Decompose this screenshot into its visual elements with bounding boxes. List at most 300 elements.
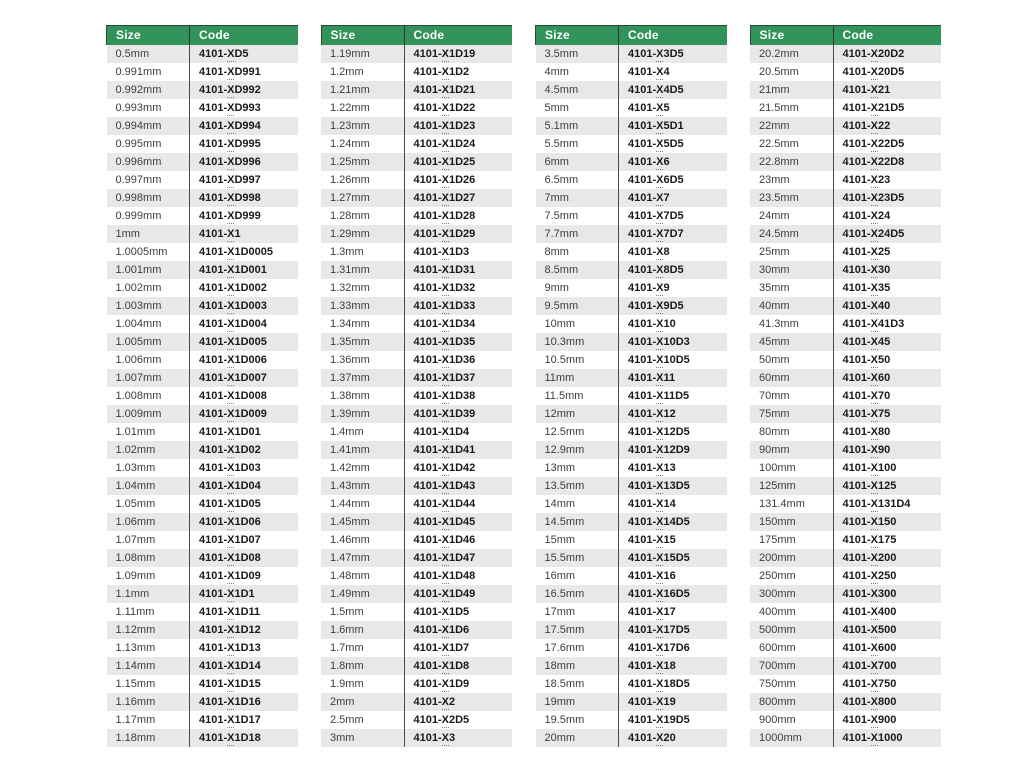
code-cell: 4101-X1D24 xyxy=(404,135,512,153)
code-cell: 4101-X700 xyxy=(833,657,941,675)
code-x-underline: X xyxy=(870,120,878,132)
table-row xyxy=(107,171,298,189)
size-cell: 1.48mm xyxy=(330,570,370,582)
code-x-underline: X xyxy=(441,678,449,690)
size-cell: 1.2mm xyxy=(330,66,364,78)
code-cell: 4101-X21D5 xyxy=(833,99,941,117)
code-cell: 4101-X12D9 xyxy=(619,441,727,459)
code-cell: 4101-X15D5 xyxy=(619,549,727,567)
code-cell: 4101-X14D5 xyxy=(619,513,727,531)
code-x-underline: X xyxy=(441,156,449,168)
size-cell: 1.002mm xyxy=(115,282,162,294)
code-cell: 4101-X1D01 xyxy=(190,423,298,441)
code-x-underline: X xyxy=(441,624,449,636)
code-cell: 4101-X1D46 xyxy=(404,531,512,549)
table-row xyxy=(536,675,727,693)
table-row xyxy=(107,495,298,513)
code-cell: 4101-XD991 xyxy=(190,63,298,81)
code-cell: 4101-X125 xyxy=(833,477,941,495)
code-x-underline: X xyxy=(227,210,235,222)
table-row xyxy=(321,333,512,351)
code-cell: 4101-X1D3 xyxy=(404,243,512,261)
size-cell: 1.27mm xyxy=(330,192,370,204)
size-cell: 60mm xyxy=(759,372,790,384)
code-cell: 4101-X16D5 xyxy=(619,585,727,603)
code-cell: 4101-X200 xyxy=(833,549,941,567)
table-row xyxy=(321,513,512,531)
table-row xyxy=(536,243,727,261)
code-x-underline: X xyxy=(656,246,664,258)
code-x-underline: X xyxy=(870,462,878,474)
code-cell: 4101-X150 xyxy=(833,513,941,531)
code-cell: 4101-X16 xyxy=(619,567,727,585)
code-x-underline: X xyxy=(870,102,878,114)
code-x-underline: X xyxy=(441,138,449,150)
size-cell: 1.31mm xyxy=(330,264,370,276)
code-cell: 4101-X1D03 xyxy=(190,459,298,477)
size-cell: 11mm xyxy=(544,372,575,384)
table-row xyxy=(750,495,941,513)
size-cell: 200mm xyxy=(759,552,796,564)
size-code-table-2 xyxy=(321,25,513,747)
size-cell: 20.2mm xyxy=(759,48,799,60)
code-cell: 4101-X250 xyxy=(833,567,941,585)
size-cell: 1.12mm xyxy=(115,624,156,636)
code-x-underline: X xyxy=(656,282,664,294)
size-cell: 22.8mm xyxy=(759,156,799,168)
table-row xyxy=(107,63,298,81)
code-cell: 4101-X9 xyxy=(619,279,727,297)
code-cell: 4101-X1D43 xyxy=(404,477,512,495)
code-cell: 4101-X1D29 xyxy=(404,225,512,243)
size-cell: 900mm xyxy=(759,714,796,726)
size-cell: 0.992mm xyxy=(115,84,162,96)
table-row xyxy=(321,387,512,405)
table-row xyxy=(750,585,941,603)
code-x-underline: X xyxy=(441,642,449,654)
table-row xyxy=(321,405,512,423)
size-cell: 1.37mm xyxy=(330,372,370,384)
code-x-underline: X xyxy=(656,696,664,708)
size-cell: 14.5mm xyxy=(544,516,585,528)
table-row xyxy=(107,567,298,585)
size-cell: 15.5mm xyxy=(544,552,585,564)
size-cell: 8mm xyxy=(544,246,569,258)
size-cell: 5.1mm xyxy=(544,120,579,132)
size-cell: 1.003mm xyxy=(115,300,162,312)
table-row xyxy=(107,441,298,459)
code-x-underline: X xyxy=(870,426,878,438)
code-x-underline: X xyxy=(441,372,449,384)
size-cell: 1.08mm xyxy=(115,552,156,564)
code-x-underline: X xyxy=(870,480,878,492)
size-cell: 0.5mm xyxy=(115,48,150,60)
size-cell: 1.04mm xyxy=(115,480,156,492)
code-cell: 4101-X1D4 xyxy=(404,423,512,441)
size-cell: 21mm xyxy=(759,84,790,96)
size-cell: 0.996mm xyxy=(115,156,162,168)
size-cell: 19.5mm xyxy=(544,714,585,726)
code-x-underline: X xyxy=(656,426,664,438)
code-cell: 4101-X1D007 xyxy=(190,369,298,387)
code-x-underline: X xyxy=(441,210,449,222)
code-cell: 4101-X400 xyxy=(833,603,941,621)
code-column-header: Code xyxy=(404,26,512,46)
size-cell: 150mm xyxy=(759,516,796,528)
size-cell: 0.997mm xyxy=(115,174,162,186)
size-cell: 5.5mm xyxy=(544,138,579,150)
table-row xyxy=(750,477,941,495)
size-cell: 4mm xyxy=(544,66,569,78)
table-row xyxy=(750,135,941,153)
table-row xyxy=(107,675,298,693)
code-x-underline: X xyxy=(656,444,664,456)
code-x-underline: X xyxy=(870,498,878,510)
size-cell: 700mm xyxy=(759,660,796,672)
size-cell: 1.22mm xyxy=(330,102,370,114)
size-cell: 1.36mm xyxy=(330,354,370,366)
code-x-underline: X xyxy=(656,102,664,114)
code-cell: 4101-X1D32 xyxy=(404,279,512,297)
code-x-underline: X xyxy=(227,372,235,384)
table-row xyxy=(536,99,727,117)
code-cell: 4101-XD992 xyxy=(190,81,298,99)
code-cell: 4101-X8D5 xyxy=(619,261,727,279)
code-cell: 4101-X20D5 xyxy=(833,63,941,81)
table-row xyxy=(107,639,298,657)
code-x-underline: X xyxy=(656,408,664,420)
table-row xyxy=(107,585,298,603)
size-cell: 1.03mm xyxy=(115,462,156,474)
size-cell: 1.13mm xyxy=(115,642,156,654)
size-cell: 1.005mm xyxy=(115,336,162,348)
table-row xyxy=(536,549,727,567)
code-cell: 4101-X12 xyxy=(619,405,727,423)
code-cell: 4101-X3D5 xyxy=(619,45,727,63)
code-x-underline: X xyxy=(227,48,235,60)
code-cell: 4101-X1D36 xyxy=(404,351,512,369)
code-cell: 4101-X1D48 xyxy=(404,567,512,585)
code-cell: 4101-X1D12 xyxy=(190,621,298,639)
code-cell: 4101-X1D13 xyxy=(190,639,298,657)
code-x-underline: X xyxy=(441,426,449,438)
table-row xyxy=(107,477,298,495)
table-row xyxy=(321,495,512,513)
code-cell: 4101-X1D41 xyxy=(404,441,512,459)
code-x-underline: X xyxy=(870,444,878,456)
code-cell: 4101-X1D19 xyxy=(404,45,512,63)
code-cell: 4101-X1D33 xyxy=(404,297,512,315)
code-x-underline: X xyxy=(870,336,878,348)
size-cell: 12mm xyxy=(544,408,576,420)
size-cell: 20mm xyxy=(544,732,576,744)
table-row xyxy=(750,729,941,747)
size-cell: 1.16mm xyxy=(115,696,156,708)
table-body xyxy=(750,45,941,747)
code-cell: 4101-X1D45 xyxy=(404,513,512,531)
size-cell: 41.3mm xyxy=(759,318,799,330)
size-cell: 0.998mm xyxy=(115,192,162,204)
size-cell: 1.49mm xyxy=(330,588,370,600)
size-cell: 175mm xyxy=(759,534,796,546)
table-row xyxy=(750,153,941,171)
code-cell: 4101-X1D42 xyxy=(404,459,512,477)
table-row xyxy=(750,243,941,261)
size-cell: 2.5mm xyxy=(330,714,364,726)
code-x-underline: X xyxy=(227,120,235,132)
code-x-underline: X xyxy=(441,498,449,510)
code-x-underline: X xyxy=(870,534,878,546)
size-cell: 1.02mm xyxy=(115,444,156,456)
size-cell: 7.7mm xyxy=(544,228,579,240)
code-x-underline: X xyxy=(441,696,449,708)
size-cell: 0.991mm xyxy=(115,66,162,78)
size-cell: 7mm xyxy=(544,192,569,204)
code-x-underline: X xyxy=(227,570,235,582)
code-x-underline: X xyxy=(870,516,878,528)
size-cell: 17.6mm xyxy=(544,642,585,654)
code-cell: 4101-X1D28 xyxy=(404,207,512,225)
code-x-underline: X xyxy=(870,354,878,366)
table-row xyxy=(107,81,298,99)
size-cell: 17mm xyxy=(544,606,576,618)
table-row xyxy=(536,729,727,747)
table-row xyxy=(750,279,941,297)
code-x-underline: X xyxy=(656,642,664,654)
table-row xyxy=(536,369,727,387)
size-cell: 70mm xyxy=(759,390,790,402)
code-cell: 4101-X1D47 xyxy=(404,549,512,567)
code-x-underline: X xyxy=(227,84,235,96)
size-cell: 1.41mm xyxy=(330,444,370,456)
code-x-underline: X xyxy=(441,552,449,564)
code-x-underline: X xyxy=(870,246,878,258)
code-x-underline: X xyxy=(227,354,235,366)
code-x-underline: X xyxy=(656,66,664,78)
size-cell: 750mm xyxy=(759,678,796,690)
code-x-underline: X xyxy=(656,372,664,384)
size-cell: 1.11mm xyxy=(115,606,155,618)
table-row xyxy=(536,333,727,351)
code-cell: 4101-X1D2 xyxy=(404,63,512,81)
code-cell: 4101-X1D001 xyxy=(190,261,298,279)
code-x-underline: X xyxy=(656,462,664,474)
table-row xyxy=(321,603,512,621)
size-cell: 0.994mm xyxy=(115,120,162,132)
table-row xyxy=(750,387,941,405)
table-row xyxy=(321,261,512,279)
code-cell: 4101-X18D5 xyxy=(619,675,727,693)
size-cell: 1.29mm xyxy=(330,228,370,240)
size-cell: 7.5mm xyxy=(544,210,579,222)
code-x-underline: X xyxy=(227,228,235,240)
size-cell: 1.4mm xyxy=(330,426,364,438)
table-row xyxy=(536,459,727,477)
table-row xyxy=(107,225,298,243)
code-x-underline: X xyxy=(870,606,878,618)
table-row xyxy=(107,387,298,405)
code-cell: 4101-X9D5 xyxy=(619,297,727,315)
size-cell: 1.007mm xyxy=(115,372,162,384)
code-cell: 4101-X750 xyxy=(833,675,941,693)
table-row xyxy=(321,315,512,333)
code-cell: 4101-X22D8 xyxy=(833,153,941,171)
size-cell: 1.6mm xyxy=(330,624,364,636)
table-row xyxy=(750,171,941,189)
code-x-underline: X xyxy=(441,516,449,528)
table-row xyxy=(536,711,727,729)
code-cell: 4101-X60 xyxy=(833,369,941,387)
size-cell: 10.3mm xyxy=(544,336,585,348)
code-cell: 4101-XD5 xyxy=(190,45,298,63)
table-row xyxy=(536,189,727,207)
code-x-underline: X xyxy=(870,174,878,186)
table-row xyxy=(750,657,941,675)
code-cell: 4101-X23 xyxy=(833,171,941,189)
table-row xyxy=(107,693,298,711)
code-cell: 4101-X11 xyxy=(619,369,727,387)
table-row xyxy=(536,423,727,441)
code-cell: 4101-X1D49 xyxy=(404,585,512,603)
table-row xyxy=(750,405,941,423)
code-cell: 4101-X24D5 xyxy=(833,225,941,243)
code-x-underline: X xyxy=(656,48,664,60)
size-cell: 11.5mm xyxy=(544,390,584,402)
code-x-underline: X xyxy=(656,390,664,402)
table-row xyxy=(321,729,512,747)
code-x-underline: X xyxy=(227,408,235,420)
code-cell: 4101-X1D006 xyxy=(190,351,298,369)
table-row xyxy=(107,459,298,477)
code-x-underline: X xyxy=(870,192,878,204)
code-cell: 4101-X100 xyxy=(833,459,941,477)
table-row xyxy=(750,333,941,351)
table-row xyxy=(536,657,727,675)
code-cell: 4101-X1D6 xyxy=(404,621,512,639)
code-cell: 4101-X4D5 xyxy=(619,81,727,99)
code-x-underline: X xyxy=(227,516,235,528)
code-x-underline: X xyxy=(441,102,449,114)
code-x-underline: X xyxy=(870,48,878,60)
code-x-underline: X xyxy=(227,426,235,438)
code-column-header: Code xyxy=(833,26,941,46)
code-cell: 4101-X10D3 xyxy=(619,333,727,351)
size-cell: 1.33mm xyxy=(330,300,370,312)
code-cell: 4101-X1D21 xyxy=(404,81,512,99)
size-cell: 1.3mm xyxy=(330,246,364,258)
table-row xyxy=(536,261,727,279)
header-row xyxy=(750,26,941,46)
code-x-underline: X xyxy=(227,174,235,186)
size-cell: 1mm xyxy=(115,228,140,240)
header-row xyxy=(536,26,727,46)
size-cell: 1.004mm xyxy=(115,318,162,330)
table-row xyxy=(750,45,941,63)
size-cell: 15mm xyxy=(544,534,576,546)
code-cell: 4101-X1D008 xyxy=(190,387,298,405)
code-x-underline: X xyxy=(656,588,664,600)
code-x-underline: X xyxy=(656,156,664,168)
size-cell: 90mm xyxy=(759,444,790,456)
code-x-underline: X xyxy=(227,264,235,276)
code-cell: 4101-X5D5 xyxy=(619,135,727,153)
table-row xyxy=(750,621,941,639)
size-column-header: Size xyxy=(107,26,190,46)
code-cell: 4101-X1D02 xyxy=(190,441,298,459)
code-cell: 4101-X90 xyxy=(833,441,941,459)
code-cell: 4101-X14 xyxy=(619,495,727,513)
code-cell: 4101-X1D15 xyxy=(190,675,298,693)
table-row xyxy=(107,603,298,621)
code-x-underline: X xyxy=(227,282,235,294)
size-cell: 1.006mm xyxy=(115,354,162,366)
code-cell: 4101-X7D7 xyxy=(619,225,727,243)
size-cell: 9.5mm xyxy=(544,300,579,312)
size-cell: 45mm xyxy=(759,336,790,348)
code-x-underline: X xyxy=(870,678,878,690)
table-row xyxy=(536,441,727,459)
code-x-underline: X xyxy=(441,318,449,330)
table-row xyxy=(321,693,512,711)
size-cell: 3mm xyxy=(330,732,355,744)
code-cell: 4101-X1D8 xyxy=(404,657,512,675)
size-cell: 1.19mm xyxy=(330,48,370,60)
table-row xyxy=(536,45,727,63)
code-cell: 4101-X1D17 xyxy=(190,711,298,729)
code-x-underline: X xyxy=(227,102,235,114)
size-cell: 131.4mm xyxy=(759,498,805,510)
size-cell: 50mm xyxy=(759,354,790,366)
code-cell: 4101-X4 xyxy=(619,63,727,81)
code-x-underline: X xyxy=(656,138,664,150)
code-x-underline: X xyxy=(227,300,235,312)
size-cell: 13.5mm xyxy=(544,480,585,492)
table-row xyxy=(750,513,941,531)
code-x-underline: X xyxy=(870,552,878,564)
size-cell: 0.993mm xyxy=(115,102,162,114)
size-cell: 1.42mm xyxy=(330,462,370,474)
table-row xyxy=(750,423,941,441)
code-cell: 4101-X24 xyxy=(833,207,941,225)
size-cell: 2mm xyxy=(330,696,355,708)
table-row xyxy=(321,621,512,639)
table-row xyxy=(750,261,941,279)
size-cell: 600mm xyxy=(759,642,796,654)
code-cell: 4101-X1D09 xyxy=(190,567,298,585)
code-x-underline: X xyxy=(441,390,449,402)
code-x-underline: X xyxy=(441,48,449,60)
table-row xyxy=(321,567,512,585)
size-cell: 1.39mm xyxy=(330,408,370,420)
size-cell: 24mm xyxy=(759,210,790,222)
code-x-underline: X xyxy=(870,138,878,150)
table-row xyxy=(321,531,512,549)
code-cell: 4101-X1D1 xyxy=(190,585,298,603)
table-body xyxy=(107,45,298,747)
table-row xyxy=(536,495,727,513)
code-cell: 4101-X175 xyxy=(833,531,941,549)
size-cell: 1.8mm xyxy=(330,660,364,672)
table-row xyxy=(107,315,298,333)
code-x-underline: X xyxy=(227,138,235,150)
table-row xyxy=(321,45,512,63)
code-x-underline: X xyxy=(441,408,449,420)
code-cell: 4101-X6 xyxy=(619,153,727,171)
code-cell: 4101-X6D5 xyxy=(619,171,727,189)
code-x-underline: X xyxy=(227,732,235,744)
code-x-underline: X xyxy=(227,318,235,330)
size-cell: 1.5mm xyxy=(330,606,364,618)
